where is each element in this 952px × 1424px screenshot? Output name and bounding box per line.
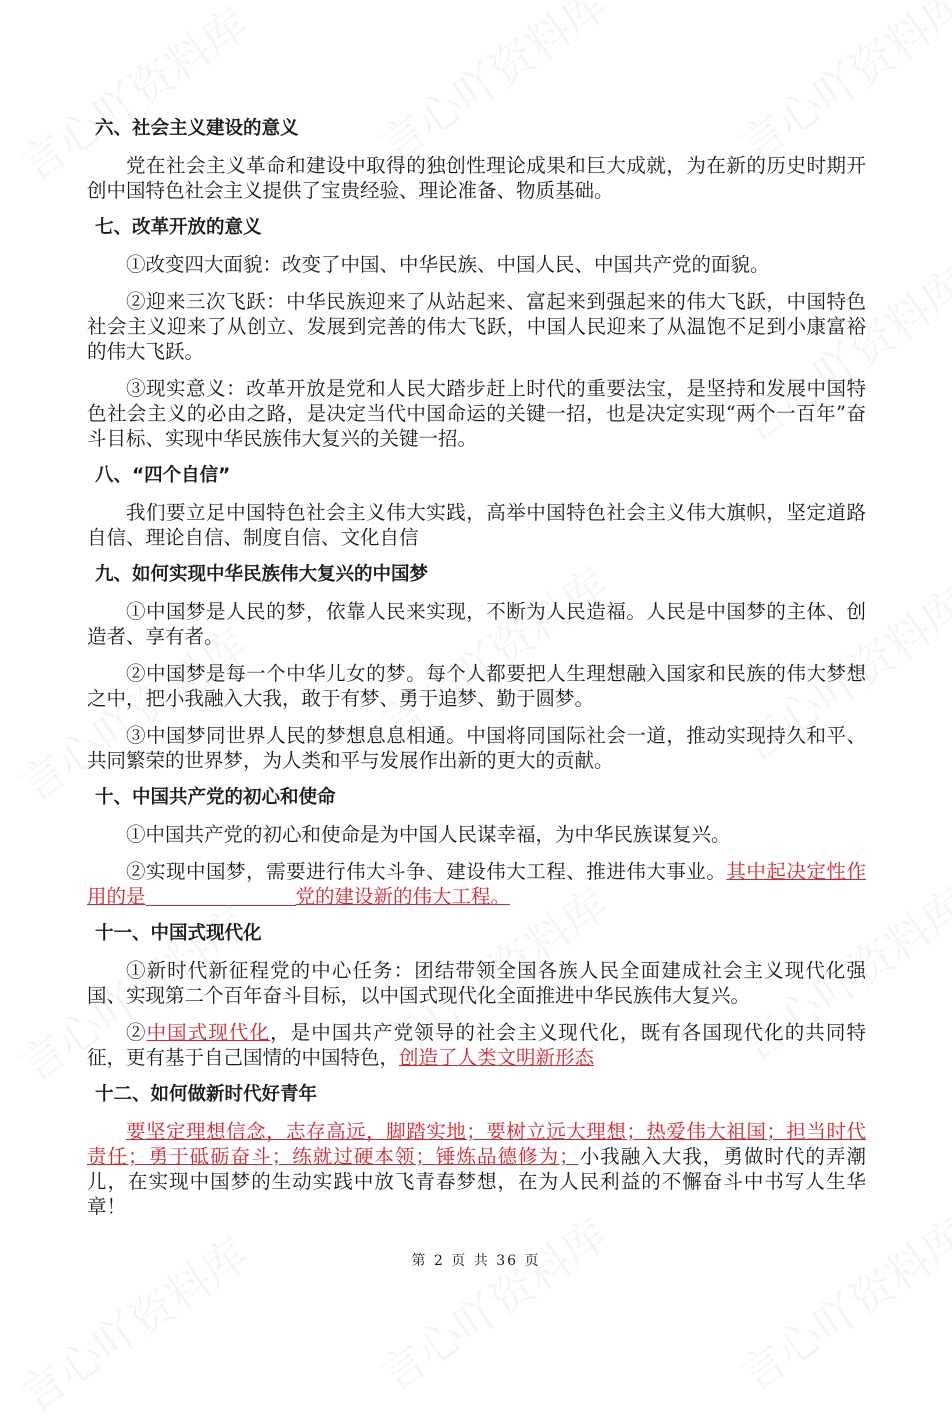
section-heading: 九、如何实现中华民族伟大复兴的中国梦 [95, 564, 429, 585]
highlighted-text: 中国式现代化 [146, 1021, 271, 1044]
document-body [87, 116, 866, 1231]
highlighted-text: 要坚定理想信念，志存高远，脚踏实地；要树立远大理想；热爱伟大祖国；担当时代责任；勇于砥砺奋斗；练就过硬本领；锤炼品德修为； [87, 1120, 866, 1168]
section-heading: 十二、如何做新时代好青年 [95, 1084, 318, 1105]
highlighted-text: 党的建设新的伟大工程。 [295, 885, 511, 908]
paragraph: ③现实意义：改革开放是党和人民大踏步赶上时代的重要法宝，是坚持和发展中国特色社会主义的必由之路，是决定当代中国命运的关键一招，也是决定实现“两个一百年”奋斗目标、实现中华民族伟大复兴的关键一招。 [87, 377, 866, 450]
paragraph: ①中国共产党的初心和使命是为中国人民谋幸福，为中华民族谋复兴。 [126, 823, 731, 846]
section-heading: 六、社会主义建设的意义 [95, 118, 299, 139]
page-number: 第 2 页 共 36 页 [411, 1253, 541, 1269]
fill-in-blank [146, 887, 296, 906]
paragraph [87, 1119, 866, 1219]
section-heading: 七、改革开放的意义 [95, 217, 262, 238]
paragraph: 我们要立足中国特色社会主义伟大实践，高举中国特色社会主义伟大旗帜，坚定道路自信、理论自信、制度自信、文化自信 [87, 501, 866, 549]
section-heading: 八、“四个自信” [95, 465, 231, 486]
section-heading: 十、中国共产党的初心和使命 [95, 787, 336, 808]
paragraph: ③中国梦同世界人民的梦想息息相通。中国将同国际社会一道，推动实现持久和平、共同繁荣的世界梦，为人类和平与发展作出新的更大的贡献。 [87, 724, 866, 772]
paragraph: ①新时代新征程党的中心任务：团结带领全国各族人民全面建成社会主义现代化强国、实现第二个百年奋斗目标，以中国式现代化全面推进中华民族伟大复兴。 [87, 959, 866, 1007]
paragraph: ②迎来三次飞跃：中华民族迎来了从站起来、富起来到强起来的伟大飞跃，中国特色社会主义迎来了从创立、发展到完善的伟大飞跃，中国人民迎来了从温饱不足到小康富裕的伟大飞跃。 [87, 290, 866, 363]
highlighted-text: 其中起决定性作用的是 [87, 860, 866, 908]
text-run: ，是中国共产党领导的社会主义现代化，既有各国现代化的共同特征，更有基于自己国情的中国特色， [87, 1021, 866, 1069]
text-run: 小我融入大我，勇做时代的弄潮儿，在实现中国梦的生动实践中放飞青春梦想，在为人民利益的不懈奋斗中书写人生华章！ [87, 1145, 866, 1218]
paragraph: ①改变四大面貌：改变了中国、中华民族、中国人民、中国共产党的面貌。 [126, 253, 770, 276]
paragraph: 党在社会主义革命和建设中取得的独创性理论成果和巨大成就，为在新的历史时期开创中国特色社会主义提供了宝贵经验、理论准备、物质基础。 [87, 154, 866, 202]
highlighted-text: 创造了人类文明新形态 [399, 1046, 595, 1069]
paragraph [87, 859, 866, 909]
paragraph: ②中国梦是每一个中华儿女的梦。每个人都要把人生理想融入国家和民族的伟大梦想之中，把小我融入大我，敢于有梦、勇于追梦、勤于圆梦。 [87, 662, 866, 710]
paragraph [87, 1020, 866, 1070]
paragraph: ①中国梦是人民的梦，依靠人民来实现，不断为人民造福。人民是中国梦的主体、创造者、享有者。 [87, 600, 866, 648]
text-run: ②实现中国梦，需要进行伟大斗争、建设伟大工程、推进伟大事业。 [126, 860, 727, 883]
section-heading: 十一、中国式现代化 [95, 923, 262, 944]
text-run: ② [126, 1021, 147, 1044]
